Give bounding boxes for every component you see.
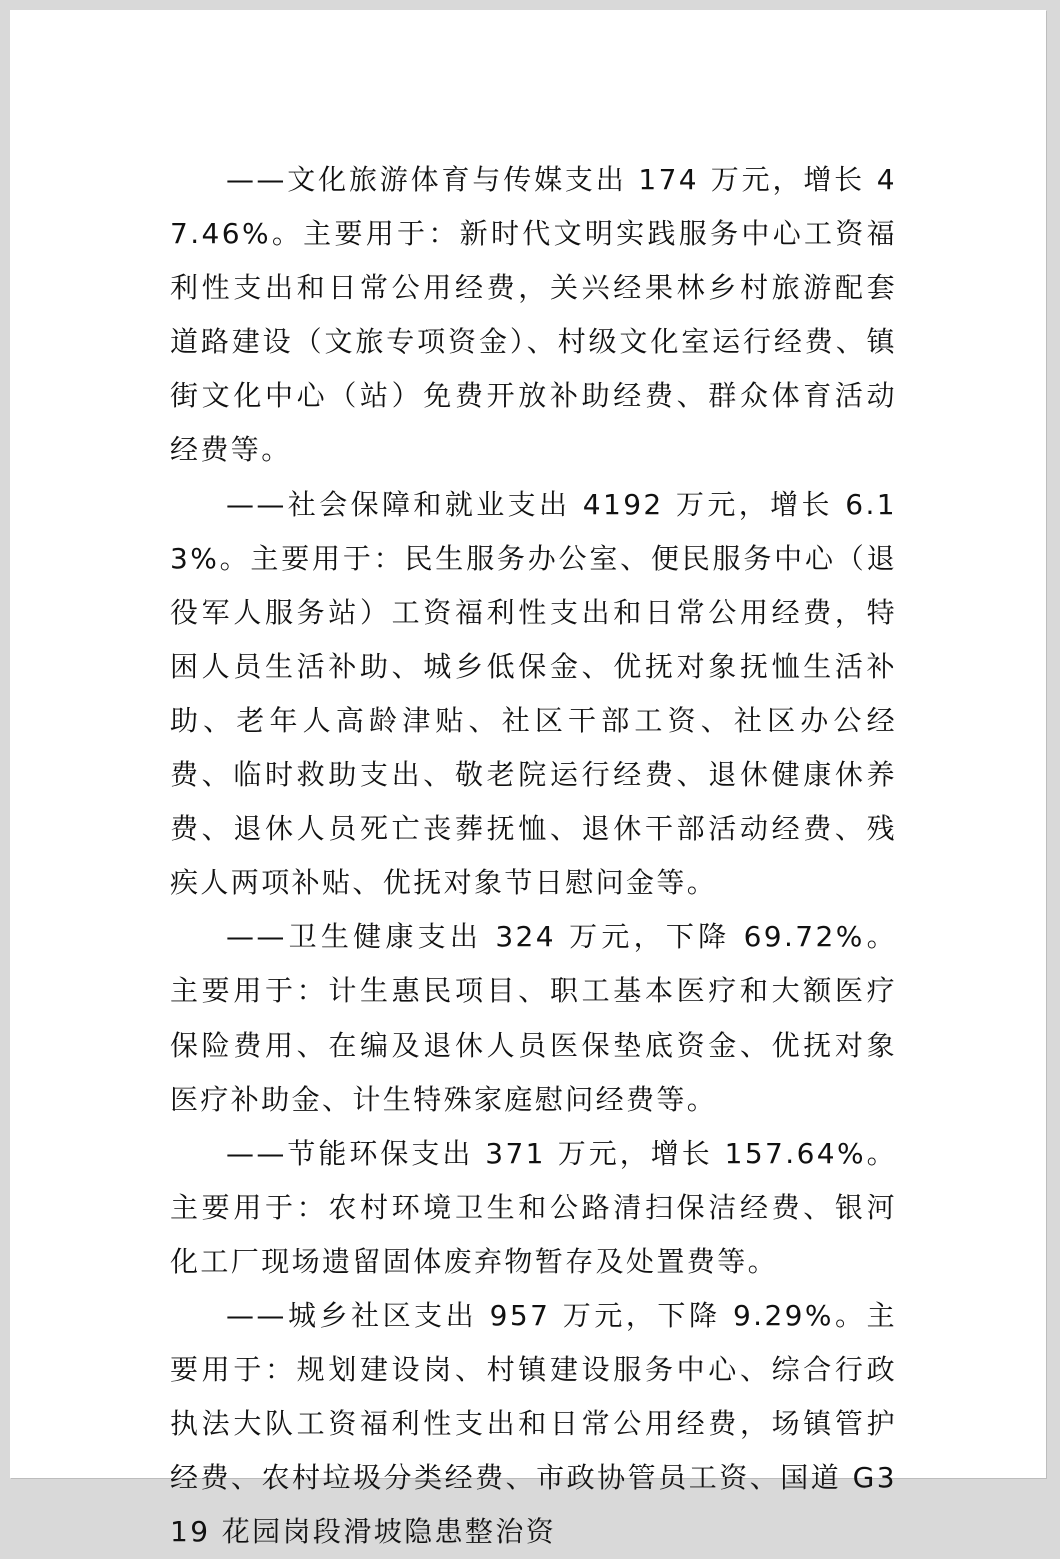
document-body: [170, 153, 897, 1559]
paragraph-health-expenditure: ——卫生健康支出 324 万元，下降 69.72%。主要用于：计生惠民项目、职工基本医疗和大额医疗保险费用、在编及退休人员医保垫底资金、优抚对象医疗补助金、计生特殊家庭慰问经费等。: [170, 920, 897, 1116]
paragraph-energy-environment-expenditure: ——节能环保支出 371 万元，增长 157.64%。主要用于：农村环境卫生和公路清扫保洁经费、银河化工厂现场遗留固体废弃物暂存及处置费等。: [170, 1136, 897, 1278]
paragraph-social-security-expenditure: ——社会保障和就业支出 4192 万元，增长 6.13%。主要用于：民生服务办公室、便民服务中心（退役军人服务站）工资福利性支出和日常公用经费，特困人员生活补助、城乡低保金、优抚对象抚恤生活补助、老年人高龄津贴、社区干部工资、社区办公经费、临时救助支出、敬老院运行经费、退休健康休养费、退休人员死亡丧葬抚恤、退休干部活动经费、残疾人两项补贴、优抚对象节日慰问金等。: [170, 487, 897, 900]
paragraph-culture-tourism-expenditure: ——文化旅游体育与传媒支出 174 万元，增长 47.46%。主要用于：新时代文明实践服务中心工资福利性支出和日常公用经费，关兴经果林乡村旅游配套道路建设（文旅专项资金）、村级文化室运行经费、镇街文化中心（站）免费开放补助经费、群众体育活动经费等。: [170, 163, 897, 467]
document-page: [10, 10, 1046, 1549]
paragraph-urban-rural-community-expenditure: ——城乡社区支出 957 万元，下降 9.29%。主要用于：规划建设岗、村镇建设服务中心、综合行政执法大队工资福利性支出和日常公用经费，场镇管护经费、农村垃圾分类经费、市政协管员工资、国道 G319 花园岗段滑坡隐患整治资: [170, 1298, 897, 1549]
